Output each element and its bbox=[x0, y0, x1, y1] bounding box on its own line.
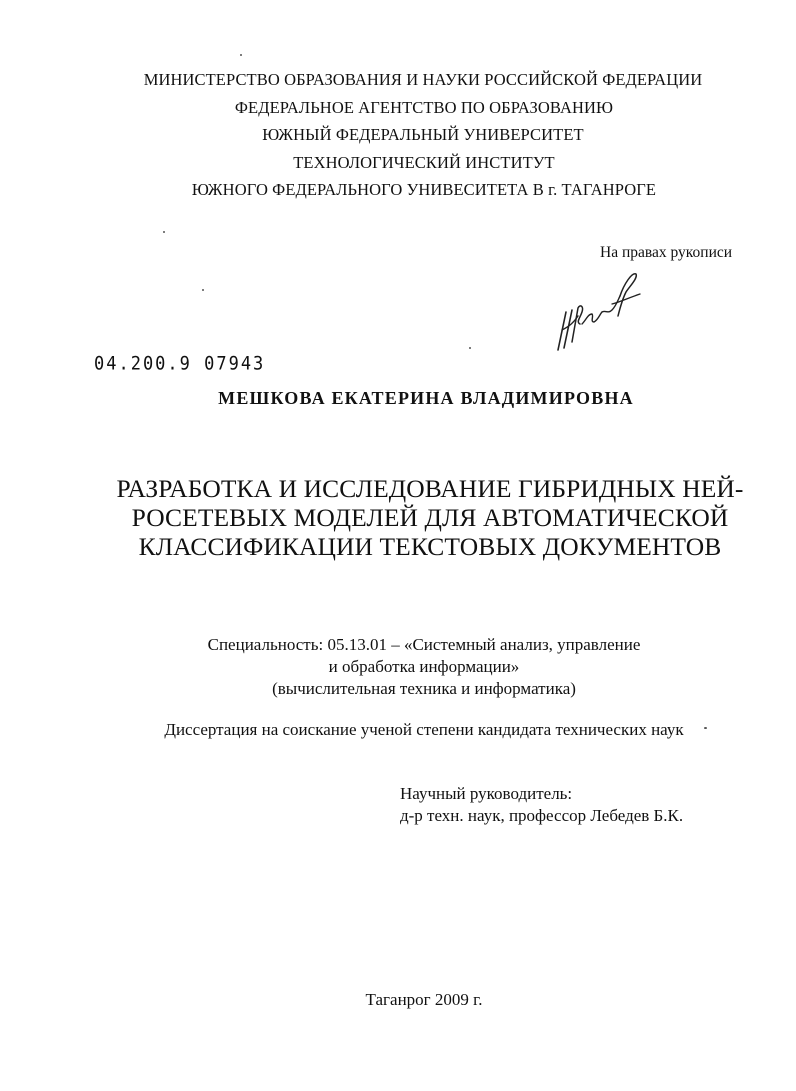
author-name bbox=[0, 388, 796, 409]
specialty-block bbox=[0, 634, 796, 700]
institute-line: ТЕХНОЛОГИЧЕСКИЙ ИНСТИТУТ bbox=[293, 152, 555, 172]
ministry-line: МИНИСТЕРСТВО ОБРАЗОВАНИЯ И НАУКИ РОССИЙСКОЙ ФЕДЕРАЦИИ bbox=[143, 70, 703, 89]
scan-speck bbox=[704, 727, 707, 729]
university-line: ЮЖНЫЙ ФЕДЕРАЛЬНЫЙ УНИВЕРСИТЕТ bbox=[262, 125, 584, 145]
specialty-line: Специальность: 05.13.01 – «Системный анализ, управление bbox=[207, 635, 641, 654]
scan-speck bbox=[163, 231, 165, 233]
handwritten-signature bbox=[540, 264, 650, 360]
supervisor-block bbox=[400, 783, 683, 827]
scan-speck bbox=[240, 54, 242, 56]
title-line: РОСЕТЕВЫХ МОДЕЛЕЙ ДЛЯ АВТОМАТИЧЕСКОЙ bbox=[131, 503, 729, 532]
degree-statement-text: Диссертация на соискание ученой степени кандидата технических наук bbox=[164, 720, 684, 739]
library-stamp-number: 04.200.9 07943 bbox=[94, 353, 266, 375]
title-line: КЛАССИФИКАЦИИ ТЕКСТОВЫХ ДОКУМЕНТОВ bbox=[138, 532, 722, 561]
supervisor-label: Научный руководитель: bbox=[400, 784, 573, 803]
scan-speck bbox=[202, 289, 204, 291]
institute-location-line: ЮЖНОГО ФЕДЕРАЛЬНОГО УНИВЕСИТЕТА В г. ТАГАНРОГЕ bbox=[191, 180, 657, 200]
supervisor-name: д-р техн. наук, профессор Лебедев Б.К. bbox=[400, 806, 684, 825]
scan-speck bbox=[469, 347, 471, 349]
specialty-line: (вычислительная техника и информатика) bbox=[272, 679, 576, 698]
degree-statement bbox=[0, 720, 796, 740]
institution-header bbox=[0, 66, 796, 204]
title-line: РАЗРАБОТКА И ИССЛЕДОВАНИЕ ГИБРИДНЫХ НЕЙ- bbox=[116, 474, 744, 503]
author-name-text: МЕШКОВА ЕКАТЕРИНА ВЛАДИМИРОВНА bbox=[218, 388, 634, 408]
city-year-text: Таганрог 2009 г. bbox=[365, 990, 483, 1009]
city-year bbox=[0, 990, 796, 1010]
dissertation-title bbox=[110, 474, 750, 561]
specialty-line: и обработка информации» bbox=[328, 657, 520, 676]
agency-line: ФЕДЕРАЛЬНОЕ АГЕНТСТВО ПО ОБРАЗОВАНИЮ bbox=[234, 97, 614, 117]
rights-note: На правах рукописи bbox=[600, 244, 733, 261]
